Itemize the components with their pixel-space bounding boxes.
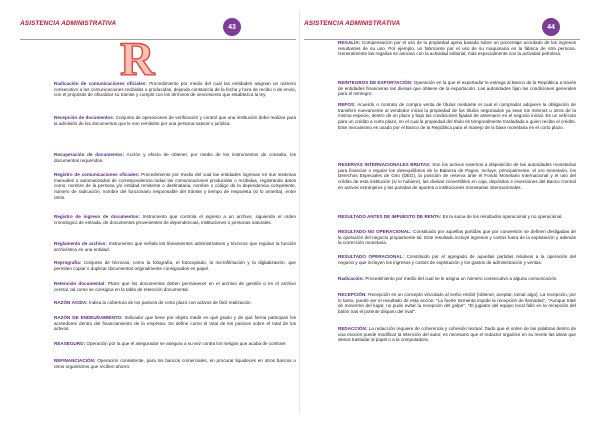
entry-term: Registro de comunicaciones oficiales: bbox=[54, 172, 140, 177]
right-page bbox=[304, 8, 580, 416]
entry-definition: Es la suma de los resultados operacional y no operacional. bbox=[442, 214, 563, 219]
glossary-entry bbox=[54, 172, 296, 201]
glossary-entry bbox=[54, 300, 296, 306]
entry-term: Reglamento de archivo: bbox=[54, 241, 107, 246]
entry-definition: Conjunto de operaciones de verificación y control que una institución debe realizar para la admisión de los documentos que le son remitidos por una persona natural o jurídica. bbox=[54, 115, 297, 126]
glossary-entry bbox=[54, 358, 296, 369]
entry-term: RESULTADO NO OPERACIONAL: bbox=[338, 229, 412, 234]
entry-term: RAZÓN DE ENDEUDAMIENTO: bbox=[54, 315, 123, 320]
right-header-title: ASISTENCIA ADMINISTRATIVA bbox=[304, 20, 401, 27]
entry-term: Reprografía: bbox=[54, 260, 82, 265]
entry-definition: Constituido por aquellas partidas que por conversión se definen desligadas de la operación del negocio propiamente tal. Este resultado incluye ingresos y costos fuera de la explotación y además la corrección monetaria. bbox=[338, 229, 576, 246]
entry-term: Radicación: bbox=[338, 276, 365, 281]
left-header-rule bbox=[20, 39, 296, 40]
glossary-entry bbox=[338, 254, 576, 265]
glossary-entry bbox=[54, 214, 296, 225]
left-header-title: ASISTENCIA ADMINISTRATIVA bbox=[20, 20, 117, 27]
glossary-entry bbox=[54, 115, 296, 126]
entry-definition: Procedimiento por medio del cual se le asigna un número consecutivo a alguna comunicación. bbox=[365, 276, 558, 281]
glossary-entry bbox=[54, 260, 296, 271]
glossary-entry bbox=[338, 162, 576, 191]
entry-term: Registro de ingreso de documentos: bbox=[54, 214, 140, 219]
entry-definition: Conjunto de técnicas, como la fotografía, el fotocopiado, la microfilmación y la digitalización, que permiten copiar o duplicar documentos originalmente consignados en papel. bbox=[54, 260, 296, 271]
entry-term: REASEGURO: bbox=[54, 341, 86, 346]
entry-definition: Procedimiento por medio del cual las entidades asignan un número consecutivo a las comunicaciones recibidas o producidas, dejando constancia de la fecha y hora de recibo o de envío, con el propósito de oficializar su trámite y cumplir con los términos de vencimiento que establezca la ley. bbox=[54, 81, 297, 98]
entry-term: RECEPCIÓN: bbox=[338, 292, 367, 297]
entry-term: Radicación de comunicaciones oficiales: bbox=[54, 81, 147, 86]
entry-term: REGALÍA: bbox=[338, 40, 361, 45]
glossary-entry bbox=[54, 315, 296, 332]
entry-definition: Indicador que tiene por objeto medir en qué grado y de qué forma participan los acreedores dentro del financiamiento de la empresa. Se define como el total de los pasivos sobre el total de los activos. bbox=[54, 315, 297, 332]
glossary-entry bbox=[338, 292, 576, 315]
entry-term: Retención documental: bbox=[54, 281, 106, 286]
entry-definition: Constituido por el agregado de aquellas partidas relativas a la operación del negocio y que incluyen los ingresos y costos de explotación y los gastos de administración y ventas. bbox=[338, 254, 576, 265]
entry-definition: Son los activos externos a disposición de las autoridades monetarias para financiar o regular los desequilibrios de la Balanza de Pagos. Incluye, principalmente, el oro monetario, los Derechos Especiales de Giro (DEG), la posición de reserva ante el Fondo Monetario Internacional y el uso del crédito de esta institución (si lo hubiere), las divisas convertibles en caja, depósitos e inversiones del Banco Central en activos extranjeros y las partidas de aportes a instituciones monetarias internacionales. bbox=[338, 162, 577, 190]
book-spine bbox=[299, 10, 300, 414]
section-letter: R bbox=[120, 33, 155, 86]
glossary-entry bbox=[338, 214, 576, 220]
left-page-number-badge: 43 bbox=[223, 18, 241, 36]
glossary-entry bbox=[54, 241, 296, 252]
glossary-entry bbox=[54, 81, 296, 98]
glossary-entry bbox=[54, 341, 296, 347]
glossary-entry bbox=[338, 102, 576, 131]
entry-term: RESERVAS INTERNACIONALES BRUTAS: bbox=[338, 162, 431, 167]
glossary-entry bbox=[338, 326, 576, 343]
entry-definition: Indica la cobertura de los pasivos de corto plazo con activos de fácil realización. bbox=[88, 300, 252, 305]
glossary-entry bbox=[338, 276, 576, 282]
entry-definition: Operación por la que el asegurador se asegura a su vez contra los riesgos que acaba de contraer. bbox=[86, 341, 287, 346]
left-page-header bbox=[20, 18, 296, 36]
entry-term: REINTEGROS DE EXPORTACIÓN: bbox=[338, 80, 413, 85]
entry-definition: Plazo que los documentos deben permanecer en el archivo de gestión o en el archivo central, tal como se consigna en la tabla de retención documental. bbox=[54, 281, 296, 292]
entry-term: RAZÓN ÁCIDA: bbox=[54, 300, 88, 305]
glossary-entry bbox=[338, 229, 576, 246]
left-page bbox=[20, 8, 296, 416]
entry-term: Recuperación de documentos: bbox=[54, 152, 125, 157]
entry-definition: Instrumento que señala los lineamientos administrativos y técnicos que regulan la función archivística en una entidad. bbox=[54, 241, 296, 252]
entry-term: REFINANCIACIÓN: bbox=[54, 358, 96, 363]
entry-term: REPOS: bbox=[338, 102, 356, 107]
entry-definition: Acción y efecto de obtener, por medio de los instrumentos de consulta, los documentos requeridos. bbox=[54, 152, 296, 163]
entry-term: RESULTADO OPERACIONAL: bbox=[338, 254, 404, 259]
entry-definition: Instrumento que controla el ingreso a un archivo, siguiendo el orden cronológico de entrada, de documentos provenientes de dependencias, instituciones o personas naturales. bbox=[54, 214, 297, 225]
entry-definition: Recepción es un concepto vinculado al verbo recibir (obtener, aceptar, tomar algo). La recepción, por lo tanto, puede ser el resultado de esta acción: "La fuerte tormenta impide la recepción de llamadas", "Aunque traté de moverme del lugar, no pudo evitar la recepción del golpe", "El jugador del equipo local falló en la recepción del balón tras el potente disparo del rival". bbox=[338, 292, 576, 315]
entry-term: Recepción de documentos: bbox=[54, 115, 115, 120]
glossary-entry bbox=[54, 281, 296, 292]
entry-definition: Operación en la que el exportador le entrega al Banco de la República a través de entidades financieras las divisas que obtiene de la exportación. Las autoridades fijan las condiciones generales para el reintegro. bbox=[338, 80, 577, 97]
entry-term: RESULTADO ANTES DE IMPUESTO DE RENTA: bbox=[338, 214, 442, 219]
entry-definition: La redacción requiere de coherencia y cohesión textual. Dado que el orden de las palabras dentro de una oración puede modificar la intención del autor, es necesario que el redactor organice en su mente las ideas que desea trasladar al papel o a la computadora. bbox=[338, 326, 577, 343]
entry-definition: Procedimiento por medio del cual las entidades ingresan en sus sistemas manuales o automatizados de correspondencia todas las comunicaciones producidas o recibidas, registrando datos como: nombre de la persona y/o entidad remitente o destinataria, nombre o código de la dependencia competente, número de radicación, nombre del funcionario responsable del trámite y tiempo de respuesta (si lo amerita), entre otros. bbox=[54, 172, 297, 200]
entry-definition: Acuerdo o contrato de compra venta de títulos mediante el cual el comprador adquiere la obligación de transferir nuevamente al vendedor inicial la propiedad de los títulos negociados ya sean los mismos u otros de la misma especie, dentro de un plazo y bajo las condiciones fijadas de antemano en el negocio inicial. Es un vehículo para un crédito a corto plazo, en el cual la propiedad del título es temporalmente trasladada a quien recibe el crédito. Este mecanismo es usado por el Banco de la República para el manejo de la base monetaria en el corto plazo. bbox=[338, 102, 576, 130]
glossary-entry bbox=[54, 152, 296, 163]
right-page-number-badge: 44 bbox=[542, 18, 560, 36]
entry-definition: Compensación por el uso de la propiedad ajena basada sobre un porcentaje acordado de los ingresos resultantes de su uso. Por ejemplo, un fabricante por el uso de su maquinaria en la fábrica de otra persona. Generalmente las regalías se asocian con la actividad editorial, más especialmente con la actividad petrolera. bbox=[338, 40, 576, 57]
entry-definition: Operación consistente, para los bancos comerciales, en procurar liquideces en otros bancos u otros organismos que reciben ahorro. bbox=[54, 358, 296, 369]
glossary-entry bbox=[338, 40, 576, 57]
right-page-header bbox=[304, 18, 580, 36]
glossary-entry bbox=[338, 80, 576, 97]
entry-term: REDACCIÓN: bbox=[338, 326, 368, 331]
